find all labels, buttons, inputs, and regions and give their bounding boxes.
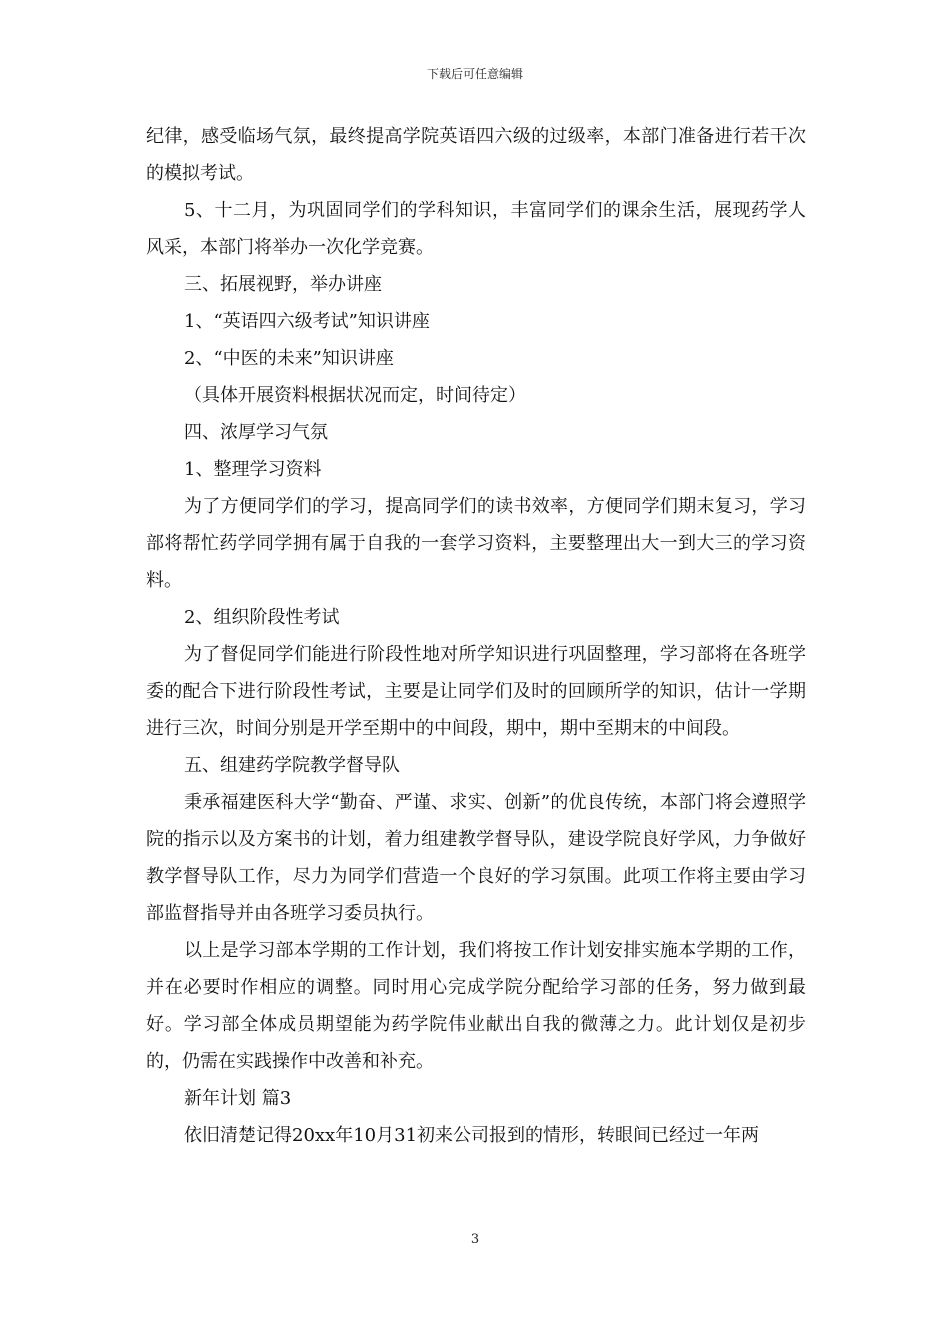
section-heading-4: 四、浓厚学习气氛 [184, 422, 328, 443]
paragraph-4-1: 为了方便同学们的学习，提高同学们的读书效率，方便同学们期末复习，学习部将帮忙药学同学拥有属于自我的一套学习资料，主要整理出大一到大三的学习资料。 [146, 496, 806, 591]
note-paragraph: （具体开展资料根据状况而定，时间待定） [184, 385, 526, 406]
paragraph-5: 秉承福建医科大学“勤奋、严谨、求实、创新”的优良传统，本部门将会遵照学院的指示以及方案书的计划，着力组建教学督导队，建设学院良好学风，力争做好教学督导队工作，尽力为同学们营造一个良好的学习氛围。此项工作将主要由学习部监督指导并由各班学习委员执行。 [146, 792, 806, 924]
article-3-opening: 依旧清楚记得20xx年10月31初来公司报到的情形，转眼间已经过一年两 [184, 1125, 760, 1146]
subheading-4-2: 2、组织阶段性考试 [184, 607, 340, 628]
paragraph-1: 纪律，感受临场气氛，最终提高学院英语四六级的过级率，本部门准备进行若干次的模拟考试。 [146, 126, 806, 184]
paragraph-4-2: 为了督促同学们能进行阶段性地对所学知识进行巩固整理，学习部将在各班学委的配合下进行阶段性考试，主要是让同学们及时的回顾所学的知识，估计一学期进行三次，时间分别是开学至期中的中间段，期中，期中至期末的中间段。 [146, 644, 806, 739]
page-header: 下载后可任意编辑 [426, 67, 523, 81]
paragraph-2: 5、十二月，为巩固同学们的学科知识，丰富同学们的课余生活，展现药学人风采，本部门将举办一次化学竞赛。 [146, 200, 806, 258]
section-heading-3: 三、拓展视野，举办讲座 [184, 274, 382, 295]
list-item-lecture-1: 1、“英语四六级考试”知识讲座 [184, 311, 430, 332]
subheading-4-1: 1、整理学习资料 [184, 459, 322, 480]
document-body [146, 118, 806, 1154]
page-number: 3 [470, 1232, 480, 1247]
list-item-lecture-2: 2、“中医的未来”知识讲座 [184, 348, 394, 369]
section-heading-5: 五、组建药学院教学督导队 [184, 755, 400, 776]
closing-paragraph: 以上是学习部本学期的工作计划，我们将按工作计划安排实施本学期的工作，并在必要时作相应的调整。同时用心完成学院分配给学习部的任务，努力做到最好。学习部全体成员期望能为药学院伟业献出自我的微薄之力。此计划仅是初步的，仍需在实践操作中改善和补充。 [146, 940, 806, 1072]
article-title-3: 新年计划 篇3 [184, 1088, 292, 1109]
